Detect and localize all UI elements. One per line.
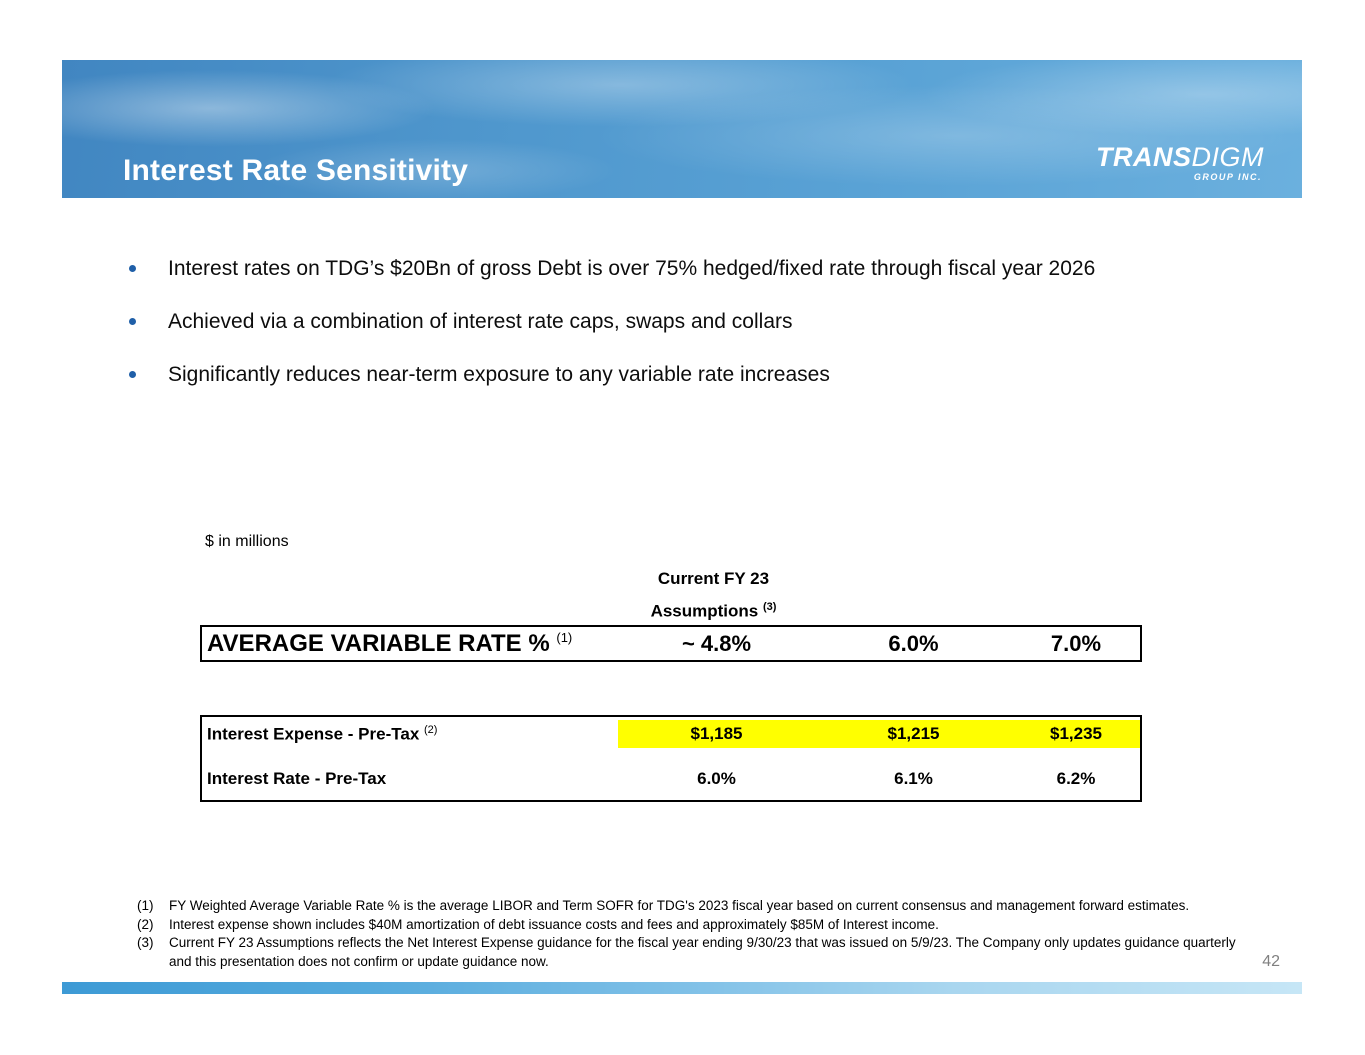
interest-expense-value-1: $1,185 <box>690 724 743 743</box>
variable-rate-value-1: ~ 4.8% <box>681 630 752 656</box>
footnote-2 <box>137 916 1247 935</box>
variable-rate-label: AVERAGE VARIABLE RATE % $^{(1)}$ <box>207 629 573 657</box>
interest-expense-table <box>200 715 1142 802</box>
variable-rate-value-3: 7.0% <box>1050 630 1102 656</box>
interest-rate-label: Interest Rate - Pre-Tax <box>207 769 387 788</box>
bullet-item-2: Achieved via a combination of interest rate caps, swaps and collars <box>125 305 1265 338</box>
interest-rate-value-2: 6.1% <box>894 769 933 788</box>
interest-rate-value-3: 6.2% <box>1056 769 1096 788</box>
interest-expense-value-3: $1,235 <box>1050 724 1102 743</box>
logo-wordmark-light: DIGM <box>1191 142 1264 172</box>
variable-rate-footnote-ref: (1) <box>556 629 573 645</box>
variable-rate-value-2: 6.0% <box>888 630 939 656</box>
slide-title: Interest Rate Sensitivity <box>123 154 469 187</box>
interest-rate-values <box>618 765 1140 793</box>
footnote-3-text: Current FY 23 Assumptions reflects the Net Interest Expense guidance for the fiscal year ending 9/30/23 that was issued on 5/9/23. The Company only updates guidance quarterly and this presentation does not confirm or update guidance now. <box>169 935 1236 969</box>
transdigm-logo <box>1096 144 1264 182</box>
column-header-footnote-ref: (3) <box>762 601 777 613</box>
table-row-interest-rate <box>202 765 1140 793</box>
bottom-accent-strip <box>62 982 1302 994</box>
bullet-item-1: Interest rates on TDG’s $20Bn of gross Debt is over 75% hedged/fixed rate through fiscal year 2026 <box>125 252 1265 285</box>
footnote-2-text: Interest expense shown includes $40M amortization of debt issuance costs and fees and approximately $85M of Interest income. <box>169 916 939 932</box>
logo-wordmark-bold: TRANS <box>1096 142 1192 172</box>
footnote-3 <box>137 934 1247 971</box>
logo-wordmark <box>1096 144 1264 171</box>
table-row-interest-expense <box>202 720 1140 748</box>
interest-expense-value-2: $1,215 <box>887 724 940 743</box>
footnote-1-number: (1) <box>137 898 154 913</box>
column-header-line1: Current FY 23 <box>657 569 770 588</box>
footnote-2-number: (2) <box>137 916 154 932</box>
bullet-list <box>125 252 1265 411</box>
page-number: 42 <box>1262 953 1280 970</box>
footnote-1-text: FY Weighted Average Variable Rate % is the average LIBOR and Term SOFR for TDG's 2023 fiscal year based on current consensus and management forward estimates. <box>169 898 1190 913</box>
logo-subtitle: GROUP INC. <box>1193 172 1262 182</box>
interest-expense-label: Interest Expense - Pre-Tax $^{(2)}$ <box>207 723 438 744</box>
column-header-line2: Assumptions $^{(3)}$ <box>650 601 777 621</box>
column-header <box>615 565 812 626</box>
footnotes <box>137 897 1247 971</box>
interest-rate-value-1: 6.0% <box>697 769 736 788</box>
footnote-3-number: (3) <box>137 935 154 950</box>
units-note: $ in millions <box>205 533 289 550</box>
interest-expense-footnote-ref: (2) <box>424 723 438 736</box>
footnote-1 <box>137 897 1247 916</box>
average-variable-rate-table <box>200 625 1142 662</box>
header-banner <box>62 60 1302 198</box>
interest-expense-highlight-band <box>618 720 1140 748</box>
bullet-item-3: Significantly reduces near-term exposure to any variable rate increases <box>125 358 1265 391</box>
